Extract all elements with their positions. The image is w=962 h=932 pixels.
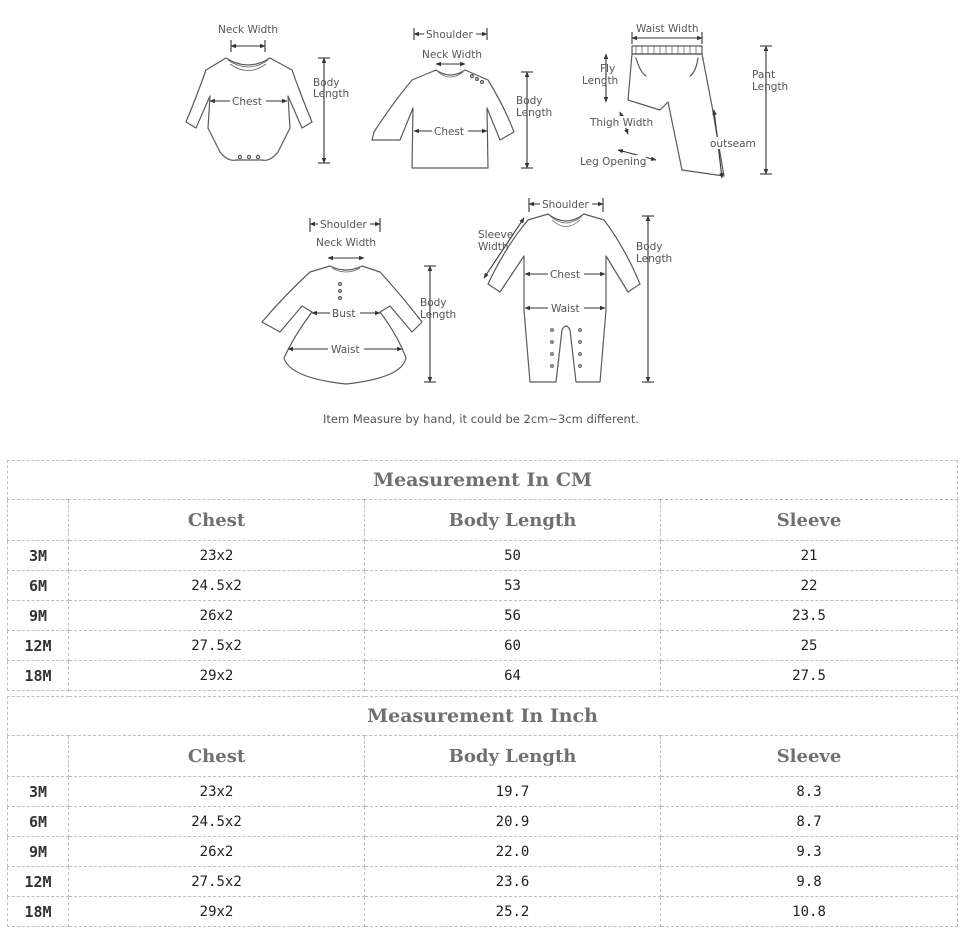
sleeve-cell: 23.5 — [661, 601, 958, 631]
sleeve-cell: 9.3 — [661, 837, 958, 867]
size-cell: 18M — [8, 661, 69, 691]
romper-body-length-label-1: Body — [636, 241, 663, 253]
table-row — [8, 601, 958, 631]
table-row — [8, 631, 958, 661]
dress-waist-label: Waist — [331, 344, 360, 356]
dress-shoulder-label: Shoulder — [320, 219, 367, 231]
body-length-cell: 19.7 — [365, 777, 661, 807]
shirt-neck-width-label: Neck Width — [422, 49, 483, 61]
shirt-shoulder-label: Shoulder — [426, 29, 473, 41]
table-title: Measurement In CM — [8, 461, 958, 500]
chest-cell: 24.5x2 — [69, 807, 365, 837]
dress-body-length-label-2: Length — [420, 309, 457, 321]
romper-waist-label: Waist — [551, 303, 580, 315]
size-cell: 12M — [8, 631, 69, 661]
size-cell: 3M — [8, 541, 69, 571]
measurement-table-cm — [7, 460, 958, 691]
sleeve-cell: 8.3 — [661, 777, 958, 807]
body-length-cell: 20.9 — [365, 807, 661, 837]
onesie-neck-width-label: Neck Width — [218, 24, 279, 36]
size-cell: 9M — [8, 601, 69, 631]
size-cell: 6M — [8, 807, 69, 837]
dress-diagram — [262, 218, 456, 384]
sleeve-cell: 22 — [661, 571, 958, 601]
shirt-body-length-label-2: Length — [516, 107, 553, 119]
chest-cell: 27.5x2 — [69, 867, 365, 897]
shirt-body-length-label-1: Body — [516, 95, 543, 107]
table-row — [8, 897, 958, 927]
header-chest: Chest — [69, 500, 365, 541]
pants-length-label-1: Pant — [752, 69, 776, 81]
body-length-cell: 56 — [365, 601, 661, 631]
onesie-body-length-label-2: Length — [313, 88, 350, 100]
romper-diagram — [478, 198, 672, 382]
body-length-cell: 53 — [365, 571, 661, 601]
header-size — [8, 500, 69, 541]
size-cell: 9M — [8, 837, 69, 867]
onesie-diagram — [186, 24, 349, 163]
body-length-cell: 22.0 — [365, 837, 661, 867]
romper-sleeve-width-label-2: Width — [478, 241, 509, 253]
sleeve-cell: 10.8 — [661, 897, 958, 927]
body-length-cell: 25.2 — [365, 897, 661, 927]
measure-note: Item Measure by hand, it could be 2cm~3cm different. — [322, 412, 640, 426]
shirt-diagram — [372, 28, 552, 168]
pants-waist-width-label: Waist Width — [636, 23, 699, 35]
table-row — [8, 541, 958, 571]
dress-neck-width-label: Neck Width — [316, 237, 377, 249]
chest-cell: 23x2 — [69, 541, 365, 571]
header-body-length: Body Length — [365, 500, 661, 541]
body-length-cell: 23.6 — [365, 867, 661, 897]
romper-shoulder-label: Shoulder — [542, 199, 589, 211]
sleeve-cell: 21 — [661, 541, 958, 571]
chest-cell: 29x2 — [69, 661, 365, 691]
table-row — [8, 571, 958, 601]
dress-bust-label: Bust — [332, 308, 356, 320]
size-cell: 3M — [8, 777, 69, 807]
header-size — [8, 736, 69, 777]
sleeve-cell: 27.5 — [661, 661, 958, 691]
onesie-chest-label: Chest — [232, 96, 263, 108]
table-row — [8, 807, 958, 837]
romper-sleeve-width-label-1: Sleeve — [478, 229, 514, 241]
table-row — [8, 661, 958, 691]
chest-cell: 26x2 — [69, 837, 365, 867]
chest-cell: 29x2 — [69, 897, 365, 927]
romper-chest-label: Chest — [550, 269, 581, 281]
sleeve-cell: 8.7 — [661, 807, 958, 837]
chest-cell: 26x2 — [69, 601, 365, 631]
header-body-length: Body Length — [365, 736, 661, 777]
pants-fly-length-label-1: Fly — [600, 63, 616, 75]
header-chest: Chest — [69, 736, 365, 777]
measurement-table-inch — [7, 696, 958, 927]
pants-diagram — [578, 23, 788, 178]
dress-body-length-label-1: Body — [420, 297, 447, 309]
header-sleeve: Sleeve — [661, 736, 958, 777]
table-row — [8, 867, 958, 897]
table-row — [8, 777, 958, 807]
sleeve-cell: 9.8 — [661, 867, 958, 897]
pants-outseam-label: outseam — [710, 138, 756, 150]
chest-cell: 27.5x2 — [69, 631, 365, 661]
shirt-chest-label: Chest — [434, 126, 465, 138]
pants-leg-opening-label: Leg Opening — [580, 156, 647, 168]
sleeve-cell: 25 — [661, 631, 958, 661]
size-cell: 18M — [8, 897, 69, 927]
body-length-cell: 50 — [365, 541, 661, 571]
body-length-cell: 60 — [365, 631, 661, 661]
pants-length-label-2: Length — [752, 81, 789, 93]
onesie-body-length-label-1: Body — [313, 77, 340, 89]
chest-cell: 24.5x2 — [69, 571, 365, 601]
table-row — [8, 837, 958, 867]
table-title: Measurement In Inch — [8, 697, 958, 736]
body-length-cell: 64 — [365, 661, 661, 691]
pants-thigh-width-label: Thigh Width — [590, 117, 654, 129]
size-cell: 6M — [8, 571, 69, 601]
pants-fly-length-label-2: Length — [582, 75, 619, 87]
measurement-diagram — [0, 0, 962, 440]
header-sleeve: Sleeve — [661, 500, 958, 541]
size-cell: 12M — [8, 867, 69, 897]
romper-body-length-label-2: Length — [636, 253, 673, 265]
chest-cell: 23x2 — [69, 777, 365, 807]
